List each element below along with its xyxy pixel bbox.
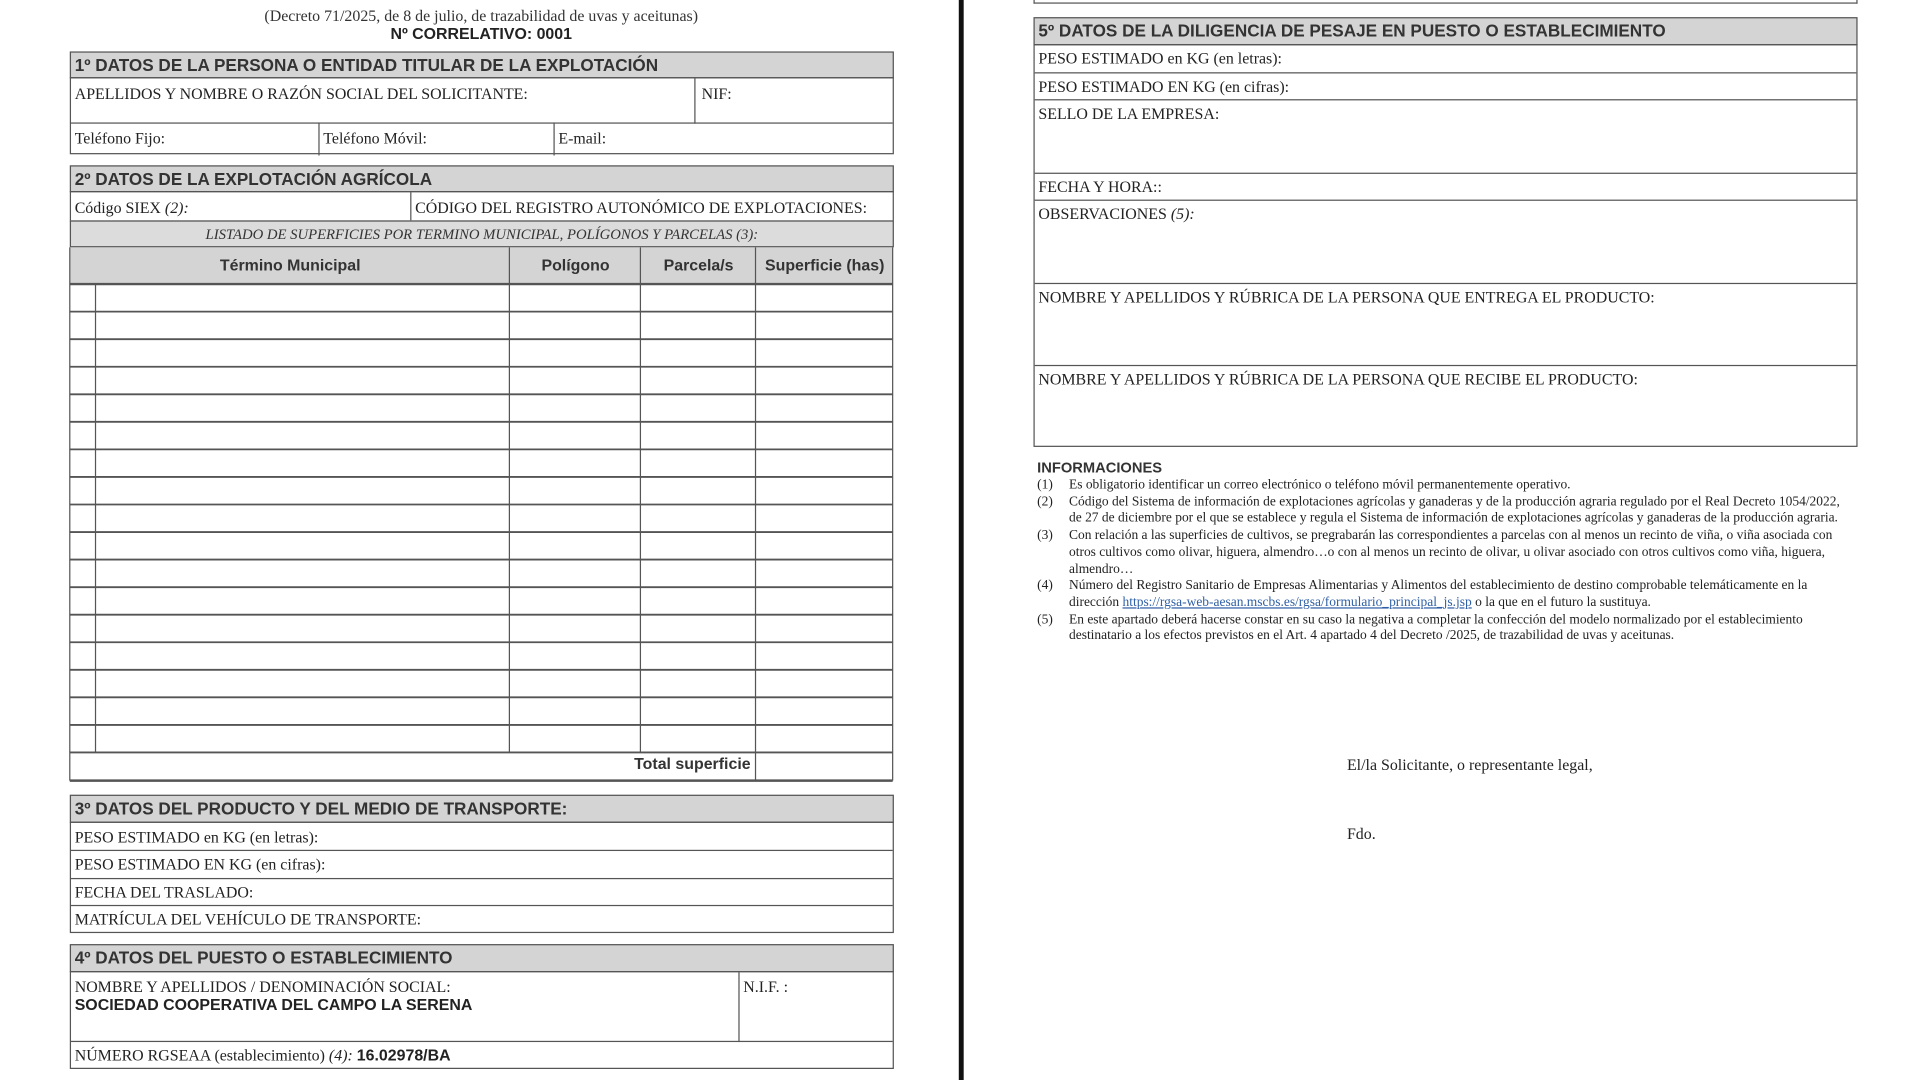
- registry-code-field[interactable]: CÓDIGO DEL REGISTRO AUTONÓMICO DE EXPLOTACIONES:: [415, 198, 868, 217]
- col-header-municipio: Término Municipal: [219, 255, 361, 275]
- applicant-name-field[interactable]: APELLIDOS Y NOMBRE O RAZÓN SOCIAL DEL SOLICITANTE:: [74, 84, 528, 103]
- previous-section-edge: [1033, 0, 1857, 4]
- info-note-3-number: (3): [1037, 527, 1053, 543]
- info-note-2: [1037, 494, 1848, 528]
- establishment-name-label: NOMBRE Y APELLIDOS / DENOMINACIÓN SOCIAL:: [74, 977, 451, 996]
- info-note-1: [1037, 478, 1848, 495]
- signer-label: El/la Solicitante, o representante legal,: [1346, 755, 1593, 774]
- receiver-signature-field[interactable]: NOMBRE Y APELLIDOS Y RÚBRICA DE LA PERSONA QUE RECIBE EL PRODUCTO:: [1038, 369, 1638, 389]
- phone-mobile-field[interactable]: Teléfono Móvil:: [323, 128, 427, 147]
- rgsa-link[interactable]: https://rgsa-web-aesan.mscbs.es/rgsa/formulario_principal_js.jsp: [1122, 595, 1472, 610]
- company-stamp-field[interactable]: SELLO DE LA EMPRESA:: [1038, 104, 1220, 123]
- deliverer-signature-field[interactable]: NOMBRE Y APELLIDOS Y RÚBRICA DE LA PERSONA QUE ENTREGA EL PRODUCTO:: [1038, 287, 1655, 307]
- correlative-number: Nº CORRELATIVO: 0001: [390, 24, 572, 43]
- weight-digits-field[interactable]: PESO ESTIMADO EN KG (en cifras):: [74, 854, 326, 874]
- info-note-5-number: (5): [1037, 611, 1053, 627]
- info-notes: [1037, 460, 1848, 645]
- section-3-title: 3º DATOS DEL PRODUCTO Y DEL MEDIO DE TRANSPORTE:: [70, 795, 894, 823]
- info-note-4-text: Número del Registro Sanitario de Empresas Alimentarias y Alimentos del establecimiento de destino comprobable telemáticamente en la dirección: [1068, 578, 1808, 610]
- info-note-3: [1037, 528, 1848, 578]
- rgseaa-label: NÚMERO RGSEAA (establecimiento): [74, 1045, 325, 1065]
- info-note-1-text: Es obligatorio identificar un correo electrónico o teléfono móvil permanentemente operativo.: [1068, 477, 1571, 493]
- section-5-title: 5º DATOS DE LA DILIGENCIA DE PESAJE EN PUESTO O ESTABLECIMIENTO: [1033, 17, 1857, 45]
- siex-note: (2):: [164, 198, 189, 217]
- section-4-fields: [70, 971, 894, 1069]
- info-note-4: [1037, 578, 1848, 612]
- rgseaa-value: 16.02978/BA: [356, 1045, 451, 1065]
- siex-code-field[interactable]: Código SIEX: [74, 198, 161, 217]
- decree-subtitle: (Decreto 71/2025, de 8 de julio, de trazabilidad de uvas y aceitunas): [264, 6, 699, 25]
- page-divider: [959, 0, 964, 1080]
- info-note-4-number: (4): [1037, 578, 1053, 593]
- col-header-parcela: Parcela/s: [663, 255, 734, 275]
- info-note-2-text: Código del Sistema de información de explotaciones agrícolas y ganaderas y de la producción agraria regulado por el Real Decreto 1054/2022, de 27 de diciembre por el que se establece y regula el Sistema de información de explotaciones agrícolas y ganaderas de la producción agraria.: [1068, 494, 1840, 526]
- col-header-poligono: Polígono: [541, 255, 610, 275]
- info-note-4-text-end: o la que en el futuro la sustituya.: [1475, 595, 1651, 610]
- section-2-title: 2º DATOS DE LA EXPLOTACIÓN AGRÍCOLA: [70, 165, 894, 192]
- transfer-date-field[interactable]: FECHA DEL TRASLADO:: [74, 882, 254, 902]
- email-field[interactable]: E-mail:: [558, 128, 607, 147]
- col-header-superficie: Superficie (has): [764, 255, 885, 275]
- section-3-fields: [70, 822, 894, 933]
- observations-note: (5):: [1170, 204, 1195, 223]
- parcel-table: [0, 0, 906, 784]
- info-note-5: [1037, 612, 1848, 646]
- nif-field[interactable]: NIF:: [701, 84, 732, 103]
- section-4-title: 4º DATOS DEL PUESTO O ESTABLECIMIENTO: [70, 944, 894, 972]
- vehicle-plate-field[interactable]: MATRÍCULA DEL VEHÍCULO DE TRANSPORTE:: [74, 909, 422, 929]
- section-1-title: 1º DATOS DE LA PERSONA O ENTIDAD TITULAR DE LA EXPLOTACIÓN: [70, 51, 894, 78]
- pesaje-weight-digits-field[interactable]: PESO ESTIMADO EN KG (en cifras):: [1038, 77, 1290, 96]
- weight-letters-field[interactable]: PESO ESTIMADO en KG (en letras):: [74, 827, 319, 847]
- info-note-1-number: (1): [1037, 477, 1053, 493]
- info-note-5-text: En este apartado deberá hacerse constar en su caso la negativa a completar la confección del modelo normalizado por el establecimiento destinatario a los efectos previstos en el Art. 4 apartado 4 del Decreto /2025, de trazabilidad de uvas y aceitunas.: [1068, 611, 1803, 644]
- section-5-fields: [1033, 44, 1857, 447]
- establishment-name-value: SOCIEDAD COOPERATIVA DEL CAMPO LA SERENA: [74, 995, 473, 1014]
- total-surface-label: Total superficie: [634, 754, 751, 773]
- pesaje-weight-letters-field[interactable]: PESO ESTIMADO en KG (en letras):: [1038, 48, 1282, 68]
- info-note-3-text: Con relación a las superficies de cultivos, se pregrabarán las correspondientes a parcelas con al menos un recinto de viña, o viña asociada con otros cultivos como olivar, higuera, almendro…o con al menos un recinto de olivar, u olivar asociado con otros cultivos como viña, higuera, almendro…: [1068, 527, 1833, 577]
- info-note-2-number: (2): [1037, 494, 1053, 510]
- observations-field[interactable]: OBSERVACIONES: [1038, 204, 1167, 223]
- phone-fixed-field[interactable]: Teléfono Fijo:: [74, 128, 166, 147]
- parcel-list-title: LISTADO DE SUPERFICIES POR TERMINO MUNICIPAL, POLÍGONOS Y PARCELAS (3):: [70, 220, 894, 247]
- datetime-field[interactable]: FECHA Y HORA::: [1038, 177, 1162, 196]
- establishment-nif-field[interactable]: N.I.F. :: [743, 977, 789, 996]
- info-title: INFORMACIONES: [1037, 459, 1163, 477]
- rgseaa-note: (4):: [328, 1045, 353, 1065]
- signed-label[interactable]: Fdo.: [1346, 824, 1376, 843]
